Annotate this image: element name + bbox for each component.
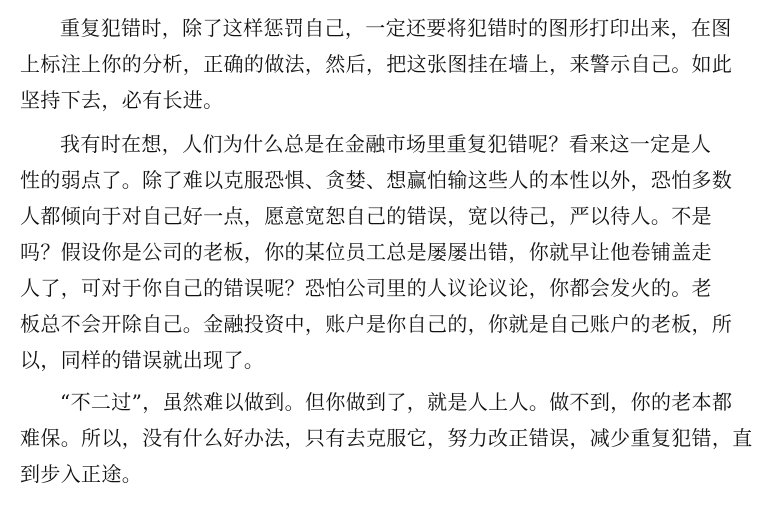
paragraph-3-line-3: 到步入正途。 [20,462,143,486]
paragraph-3-line-2: 难保。所以，没有什么好办法，只有去克服它，努力改正错误，减少重复犯错，直 [20,426,753,450]
paragraph-1-line-2: 上标注上你的分析，正确的做法，然后，把这张图挂在墙上，来警示自己。如此 [20,52,733,76]
paragraph-2-line-5: 人了，可对于你自己的错误呢？恐怕公司里的人议论议论，你都会发火的。老 [20,276,712,300]
paragraph-2-line-2: 性的弱点了。除了难以克服恐惧、贪婪、想赢怕输这些人的本性以外，恐怕多数 [20,168,733,192]
paragraph-1-line-3: 坚持下去，必有长进。 [20,88,224,112]
paragraph-1-line-1: 重复犯错时，除了这样惩罚自己，一定还要将犯错时的图形打印出来，在图 [60,16,732,40]
paragraph-2-line-4: 吗？假设你是公司的老板，你的某位员工总是屡屡出错，你就早让他卷铺盖走 [20,240,712,264]
paragraph-2-line-7: 以，同样的错误就出现了。 [20,348,265,372]
paragraph-2-line-3: 人都倾向于对自己好一点，愿意宽恕自己的错误，宽以待己，严以待人。不是 [20,204,712,228]
paragraph-2-line-6: 板总不会开除自己。金融投资中，账户是你自己的，你就是自己账户的老板，所 [20,312,733,336]
paragraph-3-line-1: “不二过”，虽然难以做到。但你做到了，就是人上人。做不到，你的老本都 [60,390,733,414]
paragraph-2-line-1: 我有时在想，人们为什么总是在金融市场里重复犯错呢？看来这一定是人 [60,132,712,156]
